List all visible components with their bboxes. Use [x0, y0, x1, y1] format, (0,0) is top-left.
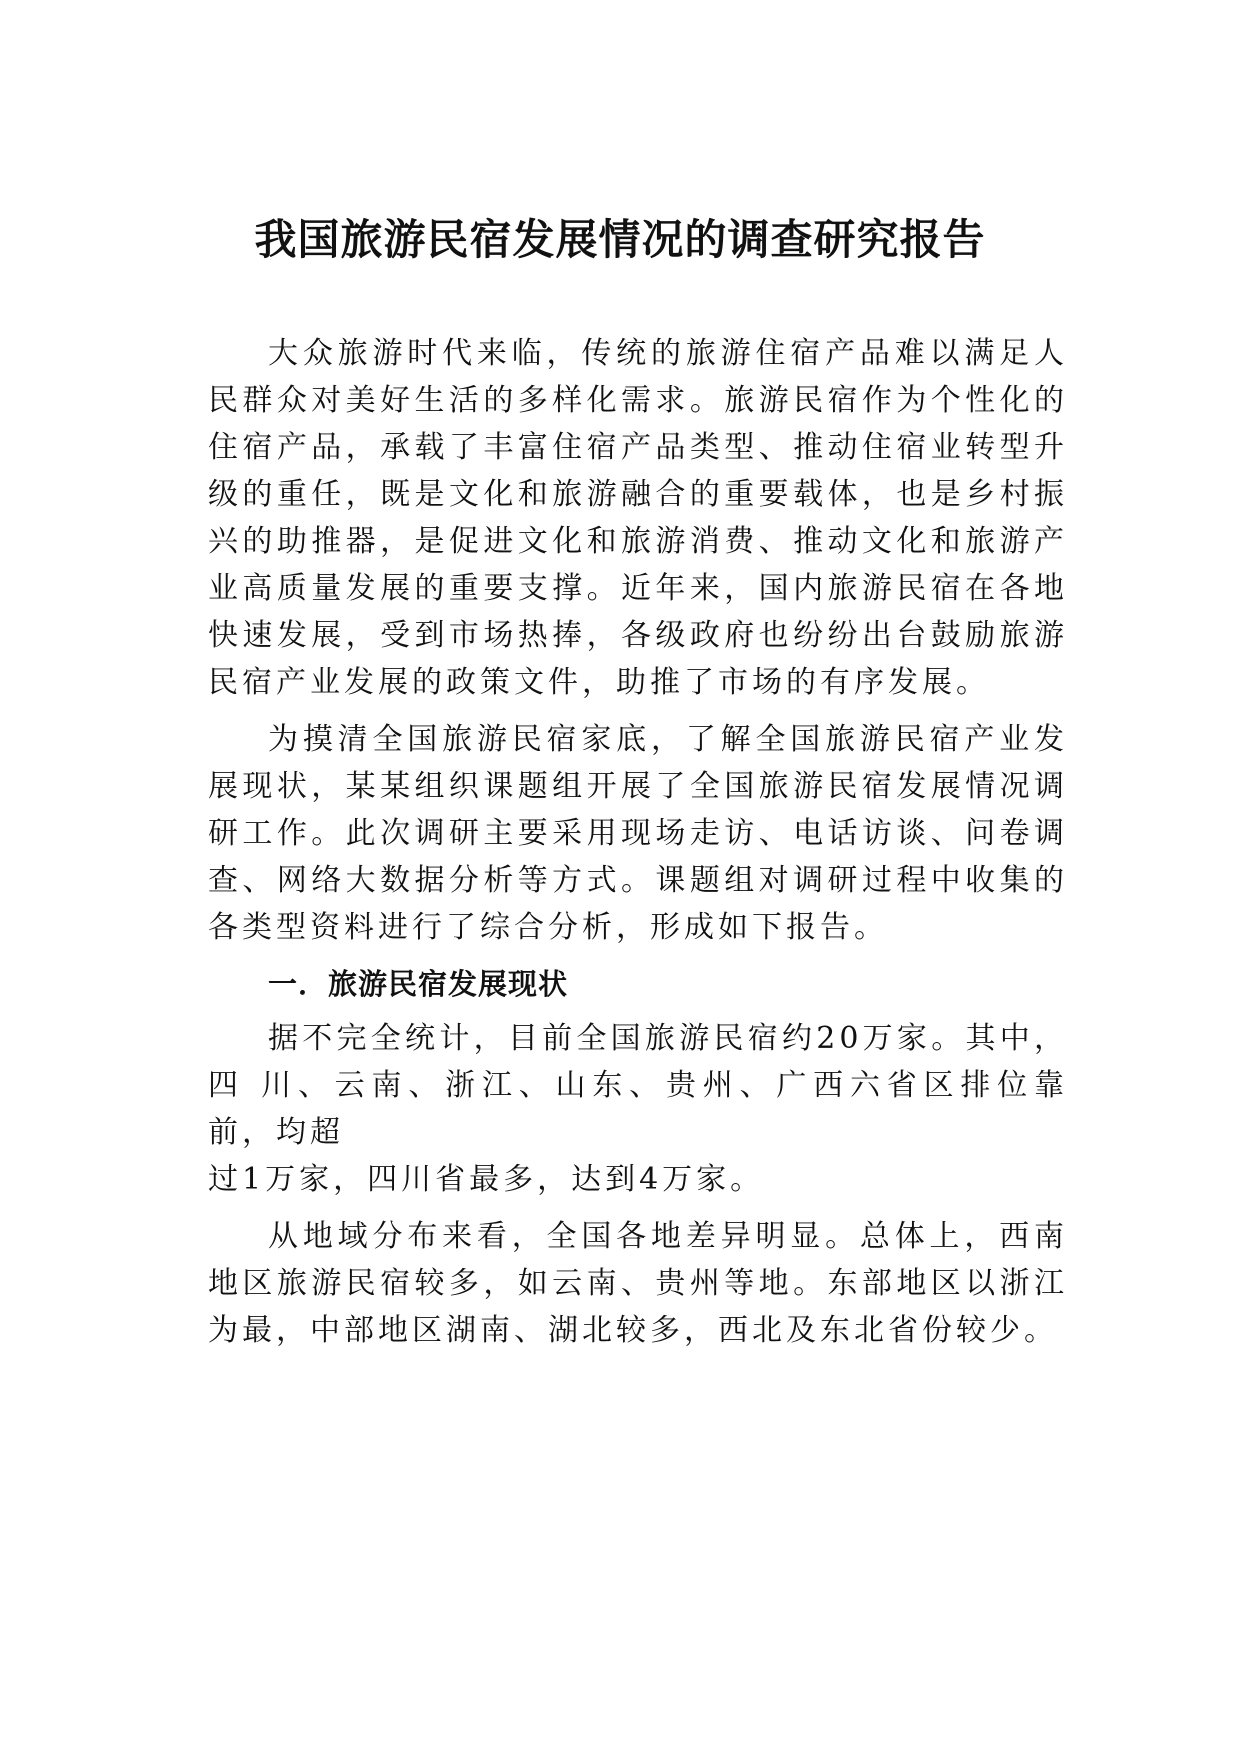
document-title: 我国旅游民宿发展情况的调查研究报告	[254, 215, 986, 264]
section-heading: 一．旅游民宿发展现状	[268, 967, 569, 1001]
purpose-paragraph: 为摸清全国旅游民宿家底，了解全国旅游民宿产业发展现状，某某组织课题组开展了全国旅游民宿发展情况调研工作。此次调研主要采用现场走访、电话访谈、问卷调查、网络大数据分析等方式。课题组对调研过程中收集的各类型资料进行了综合分析，形成如下报告。	[208, 722, 1068, 945]
document-body	[208, 330, 1068, 1364]
intro-paragraph: 大众旅游时代来临，传统的旅游住宿产品难以满足人民群众对美好生活的多样化需求。旅游民宿作为个性化的住宿产品，承载了丰富住宿产品类型、推动住宿业转型升级的重任，既是文化和旅游融合的重要载体，也是乡村振兴的助推器，是促进文化和旅游消费、推动文化和旅游产业高质量发展的重要支撑。近年来，国内旅游民宿在各地快速发展，受到市场热捧，各级政府也纷纷出台鼓励旅游民宿产业发展的政策文件，助推了市场的有序发展。	[208, 336, 1068, 700]
statistics-paragraph: 据不完全统计，目前全国旅游民宿约20万家。其中，四 川、云南、浙江、山东、贵州、广西六省区排位靠前，均超	[208, 1021, 1068, 1150]
statistics-paragraph-continuation: 过1万家，四川省最多，达到4万家。	[208, 1162, 765, 1197]
distribution-paragraph: 从地域分布来看，全国各地差异明显。总体上，西南地区旅游民宿较多，如云南、贵州等地。东部地区以浙江为最，中部地区湖南、湖北较多，西北及东北省份较少。	[208, 1219, 1068, 1348]
